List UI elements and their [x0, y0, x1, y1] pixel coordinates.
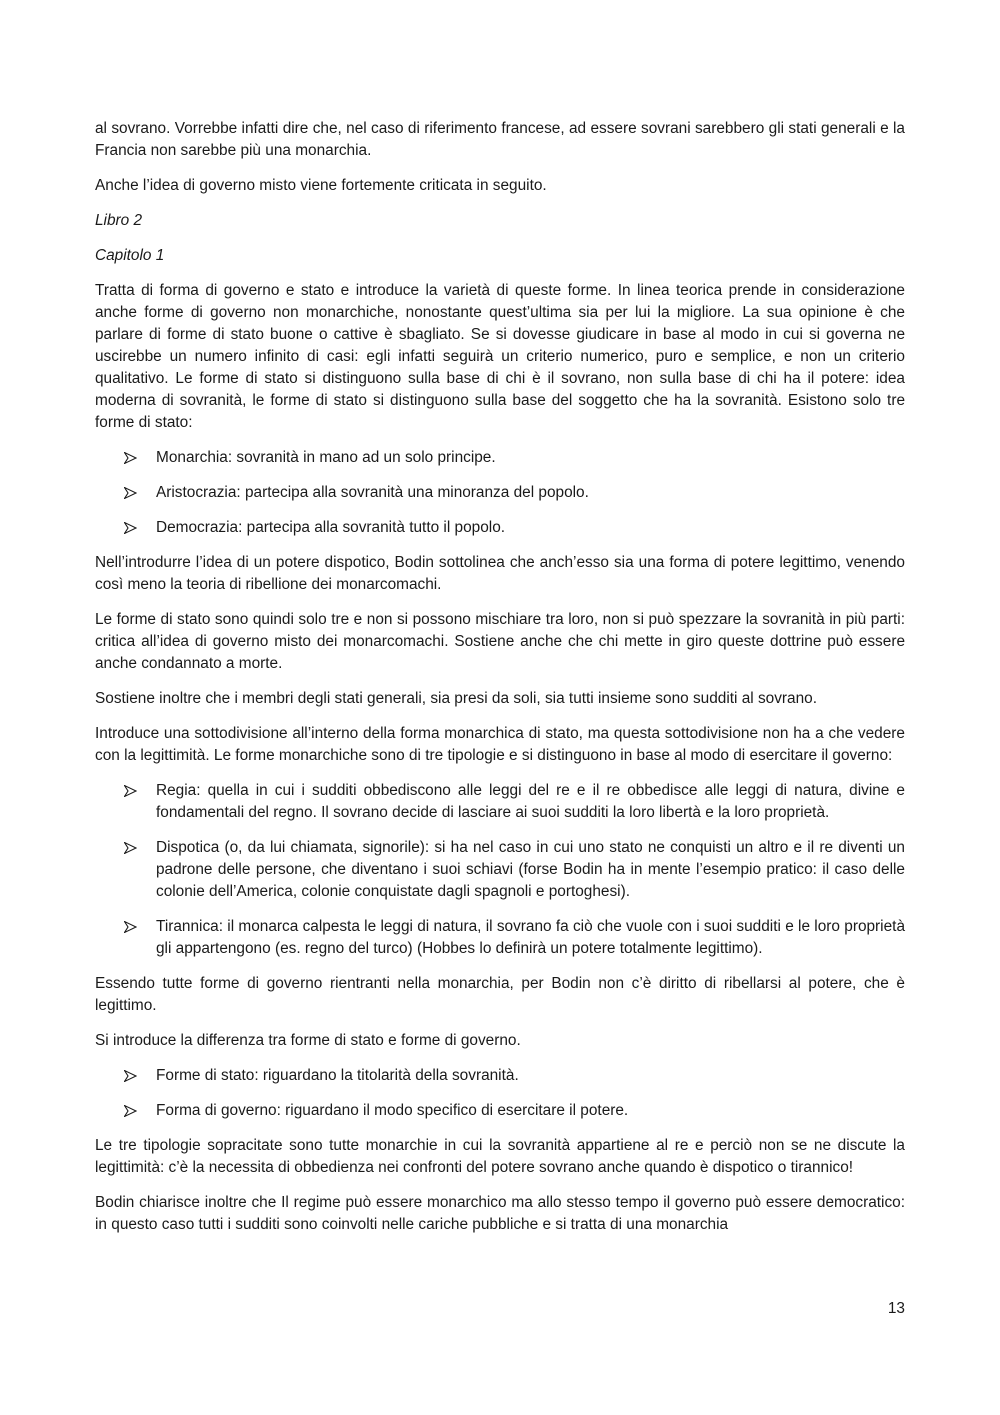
paragraph: al sovrano. Vorrebbe infatti dire che, nel caso di riferimento francese, ad essere sovrani sarebbero gli stati generali e la Francia non sarebbe più una monarchia.	[95, 120, 905, 159]
paragraph: Essendo tutte forme di governo rientranti nella monarchia, per Bodin non c’è diritto di ribellarsi al potere, che è legittimo.	[95, 975, 905, 1014]
list-item-text: Regia: quella in cui i sudditi obbediscono alle leggi del re e il re obbedisce alle leggi di natura, divine e fondamentali del regno. Il sovrano decide di lasciare ai suoi sudditi la loro libertà e la loro proprietà.	[156, 782, 905, 821]
arrowhead-bullet-icon	[124, 916, 140, 938]
section-heading: Libro 2	[95, 212, 143, 229]
list-item	[95, 837, 905, 903]
page-number: 13	[887, 1300, 905, 1317]
paragraph: Sostiene inoltre che i membri degli stati generali, sia presi da soli, sia tutti insieme sono sudditi al sovrano.	[95, 690, 818, 707]
list-item-text: Democrazia: partecipa alla sovranità tutto il popolo.	[156, 519, 506, 536]
paragraph: Nell’introdurre l’idea di un potere dispotico, Bodin sottolinea che anch’esso sia una forma di potere legittimo, venendo così meno la teoria di ribellione dei monarcomachi.	[95, 554, 905, 593]
paragraph: Anche l’idea di governo misto viene fortemente criticata in seguito.	[95, 177, 547, 194]
list-item	[95, 517, 905, 539]
paragraph: Le tre tipologie sopracitate sono tutte monarchie in cui la sovranità appartiene al re e perciò non se ne discute la legittimità: c’è la necessita di obbedienza nei confronti del potere sovrano anche quando è dispotico o tirannico!	[95, 1137, 905, 1176]
arrowhead-bullet-icon	[124, 482, 140, 504]
list-item-text: Forma di governo: riguardano il modo specifico di esercitare il potere.	[156, 1102, 629, 1119]
arrowhead-bullet-icon	[124, 517, 140, 539]
bullet-list	[95, 780, 905, 960]
list-item	[95, 1065, 905, 1087]
section-heading: Capitolo 1	[95, 247, 165, 264]
bullet-list	[95, 447, 905, 539]
arrowhead-bullet-icon	[124, 1065, 140, 1087]
document-page	[95, 118, 905, 1249]
paragraph: Si introduce la differenza tra forme di stato e forme di governo.	[95, 1032, 521, 1049]
paragraph: Introduce una sottodivisione all’interno della forma monarchica di stato, ma questa sottodivisione non ha a che vedere con la legittimità. Le forme monarchiche sono di tre tipologie e si distinguono in base al modo di esercitare il governo:	[95, 725, 905, 764]
list-item-text: Dispotica (o, da lui chiamata, signorile): si ha nel caso in cui uno stato ne conquisti un altro e il re diventi un padrone delle persone, che diventano i suoi schiavi (forse Bodin ha in mente l’esempio pratico: il caso delle colonie dell’America, colonie conquistate dagli spagnoli e portoghesi).	[156, 839, 905, 900]
arrowhead-bullet-icon	[124, 1100, 140, 1122]
list-item	[95, 447, 905, 469]
paragraph: Bodin chiarisce inoltre che Il regime può essere monarchico ma allo stesso tempo il governo può essere democratico: in questo caso tutti i sudditi sono coinvolti nelle cariche pubbliche e si tratta di una monarchia	[95, 1194, 905, 1233]
arrowhead-bullet-icon	[124, 837, 140, 859]
paragraph: Le forme di stato sono quindi solo tre e non si possono mischiare tra loro, non si può spezzare la sovranità in più parti: critica all’idea di governo misto dei monarcomachi. Sostiene anche che chi mette in giro queste dottrine può essere anche condannato a morte.	[95, 611, 905, 672]
list-item	[95, 482, 905, 504]
bullet-list	[95, 1065, 905, 1122]
arrowhead-bullet-icon	[124, 447, 140, 469]
paragraph: Tratta di forma di governo e stato e introduce la varietà di queste forme. In linea teorica prende in considerazione anche forme di governo non monarchiche, nonostante quest’ultima sia per lui la migliore. La sua opinione è che parlare di forme di stato buone o cattive è sbagliato. Se si dovesse giudicare in base al modo in cui si governa ne uscirebbe un numero infinito di casi: egli infatti seguirà un criterio numerico, puro e semplice, e non un criterio qualitativo. Le forme di stato si distinguono sulla base di chi è il sovrano, non sulla base di chi ha il potere: idea moderna di sovranità, le forme di stato si distinguono sulla base del soggetto che ha la sovranità. Esistono solo tre forme di stato:	[95, 282, 905, 431]
list-item	[95, 780, 905, 824]
list-item-text: Forme di stato: riguardano la titolarità della sovranità.	[156, 1067, 519, 1084]
list-item-text: Aristocrazia: partecipa alla sovranità una minoranza del popolo.	[156, 484, 589, 501]
arrowhead-bullet-icon	[124, 780, 140, 802]
list-item	[95, 1100, 905, 1122]
list-item-text: Tirannica: il monarca calpesta le leggi di natura, il sovrano fa ciò che vuole con i suoi sudditi e le loro proprietà gli appartengono (es. regno del turco) (Hobbes lo definirà un potere totalmente legittimo).	[156, 918, 905, 957]
list-item-text: Monarchia: sovranità in mano ad un solo principe.	[156, 449, 496, 466]
list-item	[95, 916, 905, 960]
